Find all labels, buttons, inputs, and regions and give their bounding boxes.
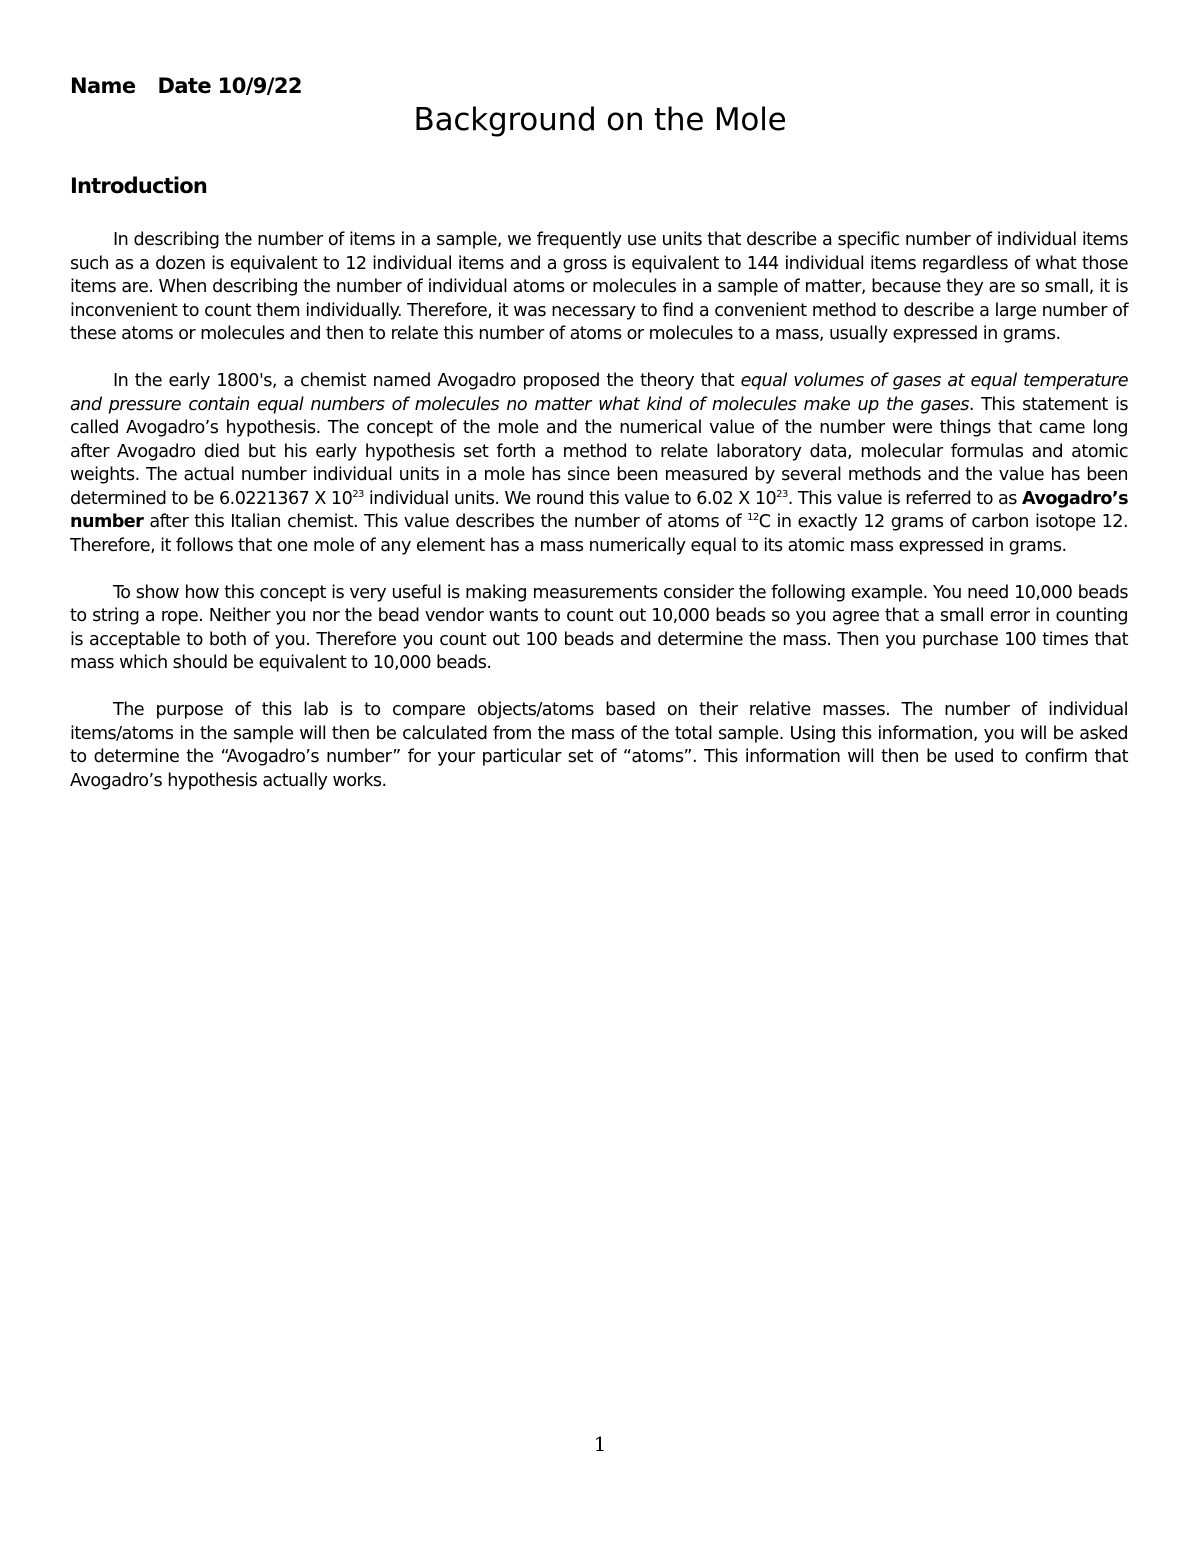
paragraph-2-text-3: individual units. We round this value to 6.02 X 10: [363, 488, 777, 509]
isotope-mass-number: 12: [747, 512, 759, 523]
paragraph-3: To show how this concept is very useful is making measurements consider the following example. You need 10,000 beads to string a rope. Neither you nor the bead vendor wants to count out 10,000 beads so you agree that a small error in counting is acceptable to both of you. Therefore you count out 100 beads and determine the mass. Then you purchase 100 times that mass which should be equivalent to 10,000 beads.: [70, 582, 1128, 673]
paragraph-2: [70, 370, 1128, 558]
exponent-2: 23: [776, 488, 788, 500]
header-line: [70, 74, 302, 98]
paragraph-2-text-1: In the early 1800's, a chemist named Avogadro proposed the theory that: [113, 371, 741, 391]
avogadro-hypothesis-italic: equal volumes of gases at equal temperature and pressure contain equal numbers of molecules no matter what kind of molecules make up the gases: [70, 371, 1129, 415]
name-label: Name: [70, 74, 136, 98]
exponent-1: 23: [352, 488, 364, 500]
paragraph-4: The purpose of this lab is to compare objects/atoms based on their relative masses. The number of individual items/atoms in the sample will then be calculated from the mass of the total sample. Using this information, you will be asked to determine the “Avogadro’s number” for your particular set of “atoms”. This information will then be used to confirm that Avogadro’s hypothesis actually works.: [70, 700, 1128, 791]
page-number: 1: [593, 1432, 607, 1456]
page-title: Background on the Mole: [413, 102, 787, 138]
avogadros-number-term: Avogadro’s number: [70, 488, 1128, 532]
paragraph-1: In describing the number of items in a sample, we frequently use units that describe a specific number of individual items such as a dozen is equivalent to 12 individual items and a gross is equivalent to 144 individual items regardless of what those items are. When describing the number of individual atoms or molecules in a sample of matter, because they are so small, it is inconvenient to count them individually. Therefore, it was necessary to find a convenient method to describe a large number of these atoms or molecules and then to relate this number of atoms or molecules to a mass, usually expressed in grams.: [70, 230, 1128, 344]
paragraph-2-text-4: . This value is referred to as: [787, 488, 1022, 509]
introduction-body: [70, 229, 1128, 817]
paragraph-2-text-2: . This statement is called Avogadro’s hypothesis. The concept of the mole and the numerical value of the number were things that came long after Avogadro died but his early hypothesis set forth a method to relate laboratory data, molecular formulas and atomic weights. The actual number individual units in a mole has since been measured by several methods and the value has been determined to be 6.0221367 X 10: [70, 394, 1128, 509]
paragraph-2-text-5: after this Italian chemist. This value describes the number of atoms of: [143, 512, 748, 532]
paragraph-2-text-6: C in exactly 12 grams of carbon isotope 12. Therefore, it follows that one mole of any element has a mass numerically equal to its atomic mass expressed in grams.: [70, 512, 1128, 556]
section-heading-introduction: Introduction: [70, 174, 208, 198]
date-label: Date 10/9/22: [157, 74, 302, 98]
